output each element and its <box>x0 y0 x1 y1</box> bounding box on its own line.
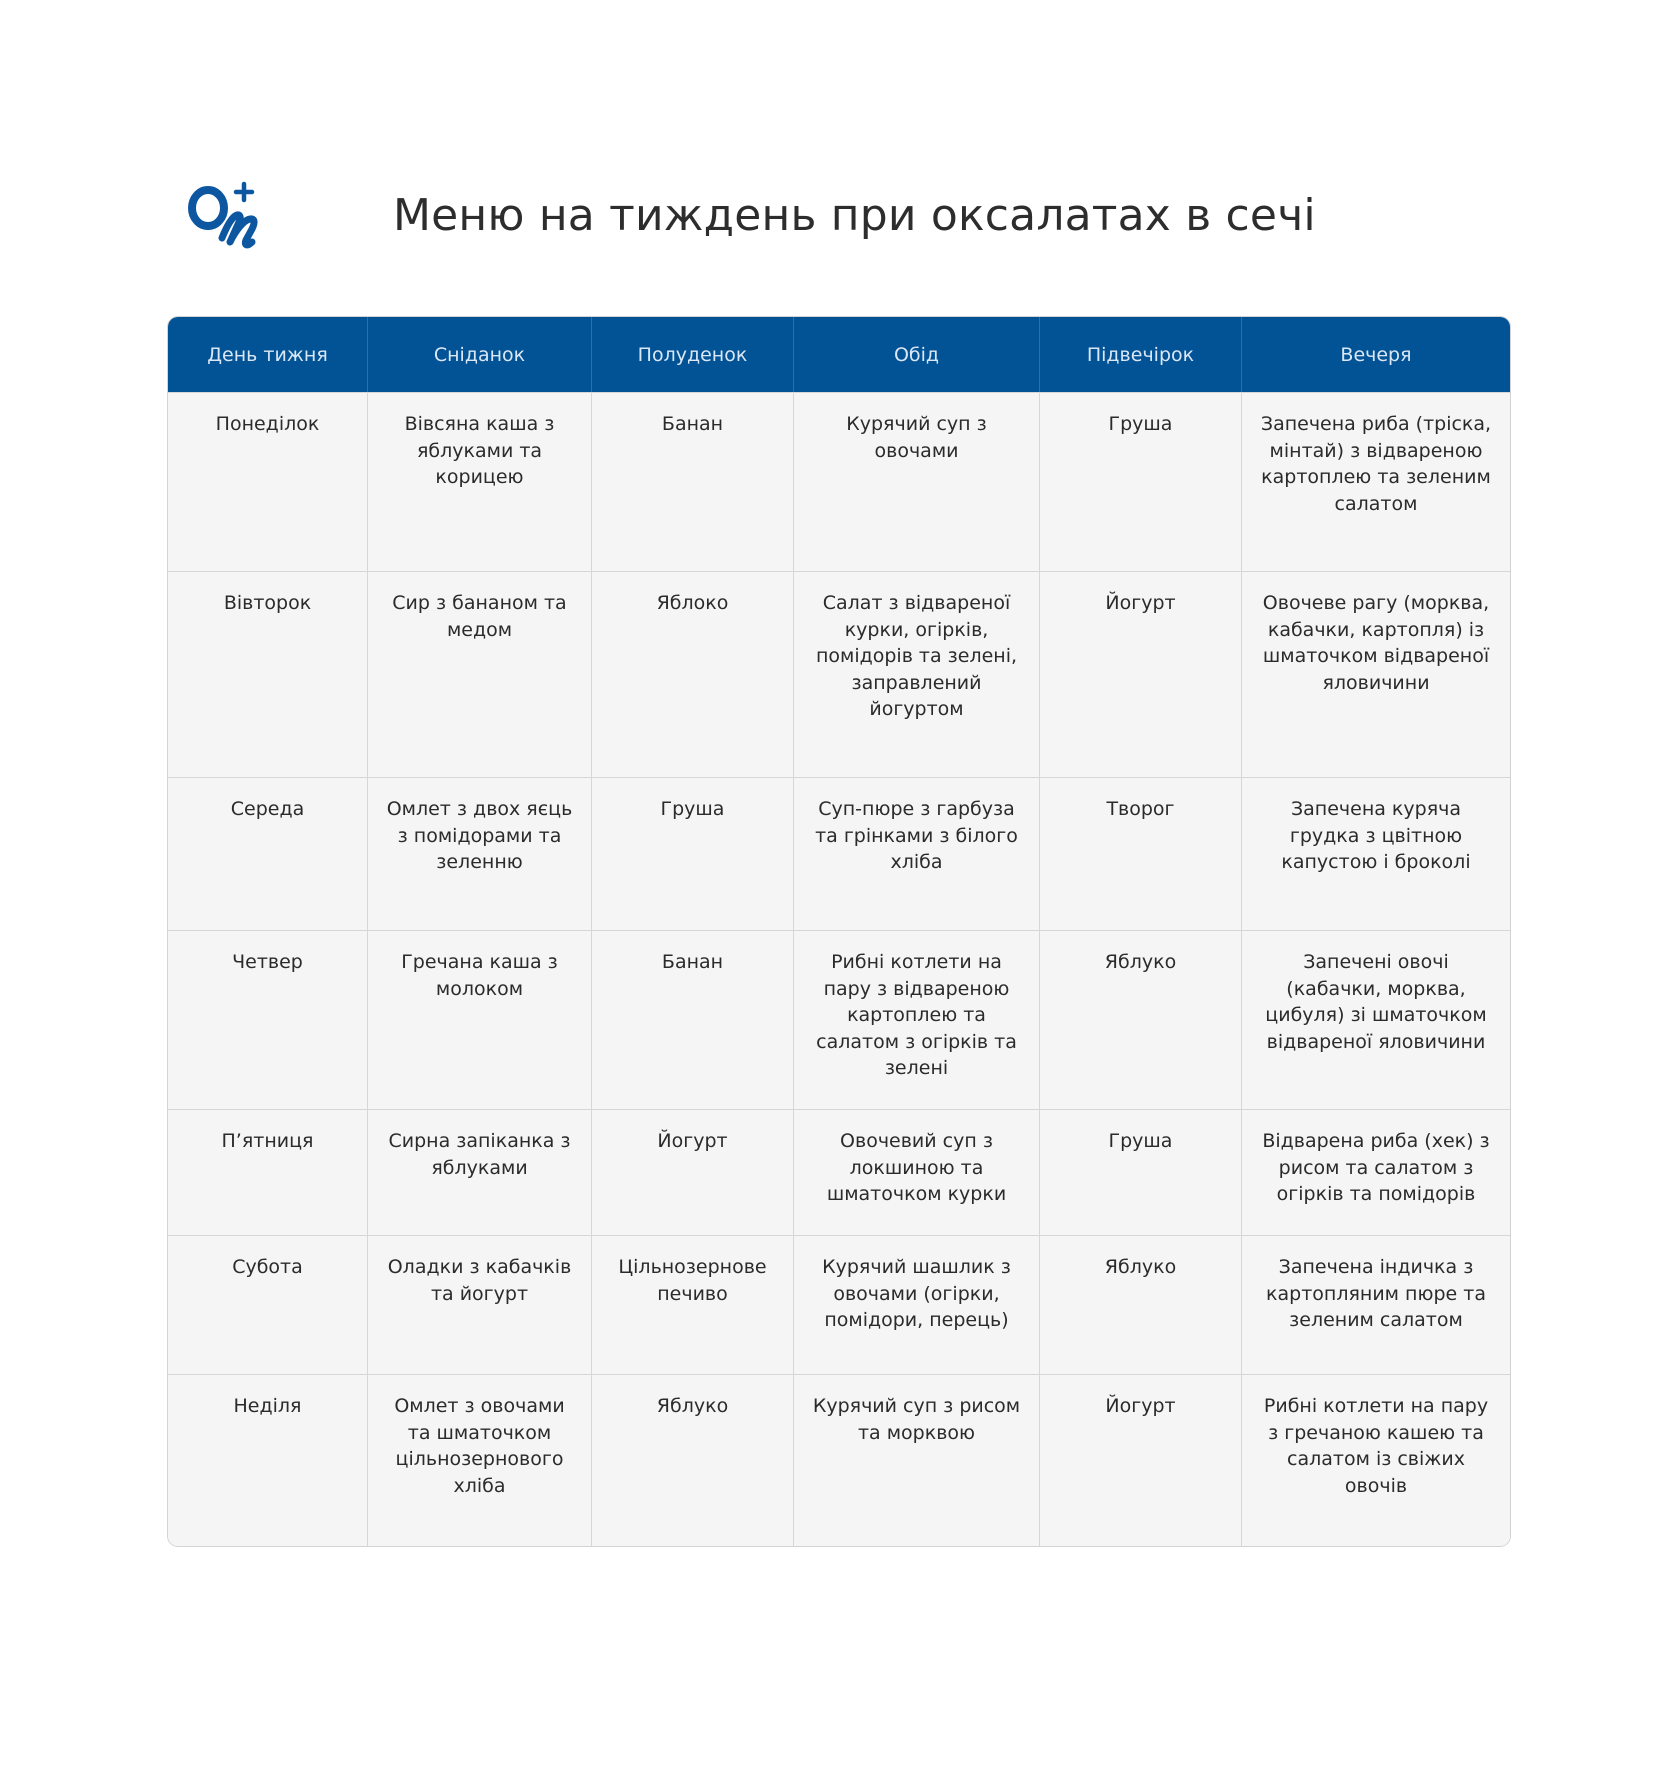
table-row <box>168 392 1510 571</box>
breakfast-cell: Сир з бананом та медом <box>368 571 592 777</box>
breakfast-cell: Омлет з овочами та шматочком цільнозернового хліба <box>368 1374 592 1546</box>
snack-cell: Банан <box>592 392 794 571</box>
column-header-snack: Полуденок <box>592 317 794 392</box>
column-header-dinner: Вечеря <box>1242 317 1510 392</box>
dinner-cell: Запечена індичка з картопляним пюре та зеленим салатом <box>1242 1235 1510 1374</box>
table-row <box>168 930 1510 1109</box>
dinner-cell: Запечена риба (тріска, мінтай) з відвареною картоплею та зеленим салатом <box>1242 392 1510 571</box>
dinner-cell: Відварена риба (хек) з рисом та салатом з огірків та помідорів <box>1242 1109 1510 1235</box>
dinner-cell: Запечені овочі (кабачки, морква, цибуля) зі шматочком відвареної яловичини <box>1242 930 1510 1109</box>
day-cell: П’ятниця <box>168 1109 368 1235</box>
snack-cell: Яблуко <box>592 1374 794 1546</box>
day-cell: Четвер <box>168 930 368 1109</box>
breakfast-cell: Сирна запіканка з яблуками <box>368 1109 592 1235</box>
afternoon-snack-cell: Йогурт <box>1040 571 1242 777</box>
lunch-cell: Курячий суп з рисом та морквою <box>794 1374 1040 1546</box>
breakfast-cell: Омлет з двох яєць з помідорами та зеленню <box>368 777 592 930</box>
snack-cell: Яблоко <box>592 571 794 777</box>
table-row <box>168 1235 1510 1374</box>
logo <box>186 180 268 256</box>
afternoon-snack-cell: Творог <box>1040 777 1242 930</box>
afternoon-snack-cell: Яблуко <box>1040 930 1242 1109</box>
breakfast-cell: Оладки з кабачків та йогурт <box>368 1235 592 1374</box>
day-cell: Понеділок <box>168 392 368 571</box>
dinner-cell: Овочеве рагу (морква, кабачки, картопля) із шматочком відвареної яловичини <box>1242 571 1510 777</box>
afternoon-snack-cell: Груша <box>1040 392 1242 571</box>
dinner-cell: Рибні котлети на пару з гречаною кашею та салатом із свіжих овочів <box>1242 1374 1510 1546</box>
column-header-lunch: Обід <box>794 317 1040 392</box>
dinner-cell: Запечена куряча грудка з цвітною капустою і броколі <box>1242 777 1510 930</box>
snack-cell: Груша <box>592 777 794 930</box>
weekly-menu-table <box>167 316 1511 1547</box>
table-row <box>168 1109 1510 1235</box>
breakfast-cell: Гречана каша з молоком <box>368 930 592 1109</box>
lunch-cell: Курячий шашлик з овочами (огірки, помідори, перець) <box>794 1235 1040 1374</box>
table-row <box>168 1374 1510 1546</box>
lunch-cell: Курячий суп з овочами <box>794 392 1040 571</box>
afternoon-snack-cell: Йогурт <box>1040 1374 1242 1546</box>
breakfast-cell: Вівсяна каша з яблуками та корицею <box>368 392 592 571</box>
snack-cell: Йогурт <box>592 1109 794 1235</box>
column-header-day: День тижня <box>168 317 368 392</box>
day-cell: Середа <box>168 777 368 930</box>
day-cell: Вівторок <box>168 571 368 777</box>
snack-cell: Цільнозернове печиво <box>592 1235 794 1374</box>
lunch-cell: Овочевий суп з локшиною та шматочком курки <box>794 1109 1040 1235</box>
logo-icon <box>186 180 268 256</box>
column-header-breakfast: Сніданок <box>368 317 592 392</box>
table-row <box>168 571 1510 777</box>
table-row <box>168 777 1510 930</box>
page-title: Меню на тиждень при оксалатах в сечі <box>393 190 1316 241</box>
table-header-row <box>168 317 1510 392</box>
afternoon-snack-cell: Груша <box>1040 1109 1242 1235</box>
day-cell: Субота <box>168 1235 368 1374</box>
column-header-afternoon-snack: Підвечірок <box>1040 317 1242 392</box>
lunch-cell: Рибні котлети на пару з відвареною картоплею та салатом з огірків та зелені <box>794 930 1040 1109</box>
lunch-cell: Салат з відвареної курки, огірків, помідорів та зелені, заправлений йогуртом <box>794 571 1040 777</box>
day-cell: Неділя <box>168 1374 368 1546</box>
afternoon-snack-cell: Яблуко <box>1040 1235 1242 1374</box>
snack-cell: Банан <box>592 930 794 1109</box>
lunch-cell: Суп-пюре з гарбуза та грінками з білого хліба <box>794 777 1040 930</box>
